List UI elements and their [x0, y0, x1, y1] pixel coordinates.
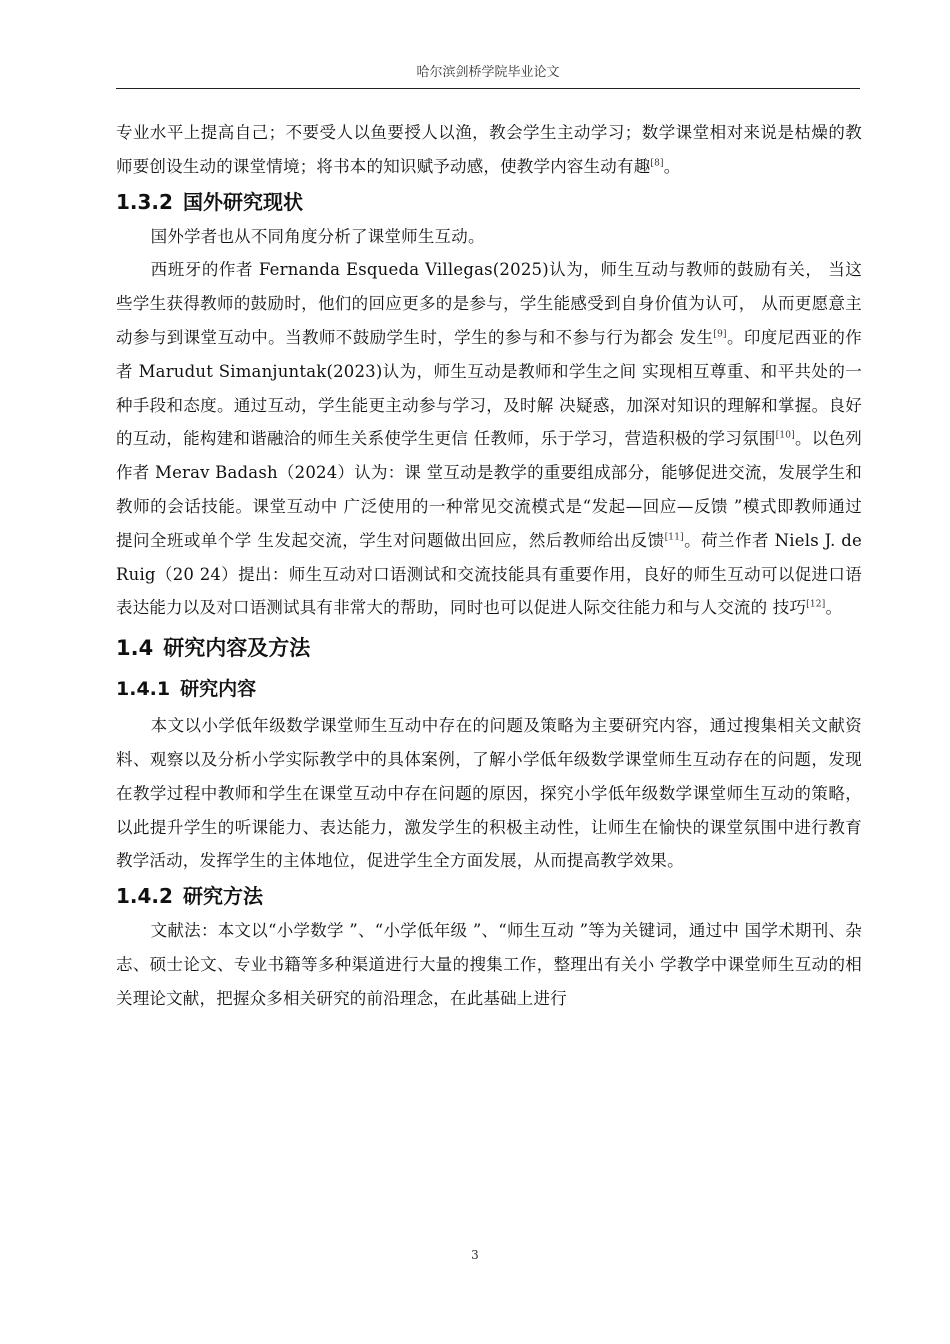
- paragraph-text: 。印度尼西亚的作者 Marudut Simanjuntak(2023)认为，师生互动是教师和学生之间 实现相互尊重、和平共处的一种手段和态度。通过互动，学生能更主动参与学习，及时解 决疑惑，加深对知识的理解和掌握。良好的互动，能构建和谐融洽的师生关系使学生更信 任教师，乐于学习，营造积极的学习氛围: [116, 327, 862, 449]
- paragraph-foreign-research: [116, 253, 862, 625]
- section-heading-1-4: [116, 625, 862, 669]
- section-heading-1-4-1: [116, 669, 862, 709]
- page-header: [116, 62, 860, 89]
- citation-ref: [11]: [664, 532, 684, 543]
- heading-title: 研究内容及方法: [163, 636, 311, 661]
- heading-number: 1.4.2: [116, 884, 173, 909]
- paragraph-text: 。以色列作者 Merav Badash（2024）认为：课 堂互动是教学的重要组成部分，能够促进交流，发展学生和教师的会话技能。课堂互动中 广泛使用的一种常见交流模式是“发起—回应—反馈 ”模式即教师通过提问全班或单个学 生发起交流，学生对问题做出回应，然后教师给出反馈: [116, 429, 862, 550]
- page-number: 3: [471, 1248, 479, 1262]
- paragraph-text: 专业水平上提高自己；不要受人以鱼要授人以渔，教会学生主动学习；数学课堂相对来说是枯燥的教师要创设生动的课堂情境；将书本的知识赋予动感，使教学内容生动有趣: [116, 123, 862, 176]
- paragraph-text: 本文以小学低年级数学课堂师生互动中存在的问题及策略为主要研究内容，通过搜集相关文献资料、观察以及分析小学实际教学中的具体案例，了解小学低年级数学课堂师生互动存在的问题，发现在教学过程中教师和学生在课堂互动中存在问题的原因，探究小学低年级数学课堂师生互动的策略，以此提升学生的听课能力、表达能力，激发学生的积极主动性，让师生在愉快的课堂氛围中进行教育教学活动，发挥学生的主体地位，促进学生全方面发展，从而提高教学效果。: [116, 716, 862, 871]
- paragraph-research-method: [116, 914, 862, 1015]
- citation-ref: [10]: [775, 430, 795, 441]
- heading-title: 研究内容: [180, 678, 257, 701]
- page-body: [116, 116, 862, 1016]
- section-heading-1-3-2: [116, 184, 862, 220]
- section-heading-1-4-2: [116, 878, 862, 914]
- paragraph-text: 国外学者也从不同角度分析了课堂师生互动。: [150, 226, 485, 246]
- heading-number: 1.3.2: [116, 189, 173, 214]
- paragraph-intro: [116, 220, 862, 254]
- heading-number: 1.4: [116, 636, 154, 661]
- citation-ref: [8]: [650, 158, 664, 169]
- paragraph-continued: [116, 116, 862, 184]
- paragraph-text: 文献法：本文以“小学数学 ”、“小学低年级 ”、“师生互动 ”等为关键词，通过中 国学术期刊、杂志、硕士论文、专业书籍等多种渠道进行大量的搜集工作，整理出有关小 学教学中课堂师生互动的相关理论文献，把握众多相关研究的前沿理念，在此基础上进行: [116, 921, 862, 1008]
- paragraph-research-content: [116, 709, 862, 878]
- heading-title: 研究方法: [182, 884, 263, 909]
- heading-number: 1.4.1: [116, 678, 171, 701]
- paragraph-text: 。: [663, 156, 681, 176]
- citation-ref: [12]: [806, 599, 826, 610]
- paragraph-text: 西班牙的作者 Fernanda Esqueda Villegas(2025)认为，师生互动与教师的鼓励有关， 当这些学生获得教师的鼓励时，他们的回应更多的是参与，学生能感受到自身价值为认可， 从而更愿意主动参与到课堂互动中。当教师不鼓励学生时，学生的参与和不参与行为都会 发生: [116, 260, 862, 347]
- paragraph-text: 。: [825, 598, 843, 618]
- header-title: 哈尔滨剑桥学院毕业论文: [416, 65, 560, 80]
- paragraph-text: 。荷兰作者 Niels J. de Ruig（20 24）提出：师生互动对口语测试和交流技能具有重要作用，良好的师生互动可以促进口语 表达能力以及对口语测试具有非常大的帮助，同时也可以促进人际交往能力和与人交流的 技巧: [116, 530, 862, 618]
- heading-title: 国外研究现状: [182, 189, 303, 214]
- page-footer: [0, 1248, 950, 1262]
- citation-ref: [9]: [713, 329, 727, 340]
